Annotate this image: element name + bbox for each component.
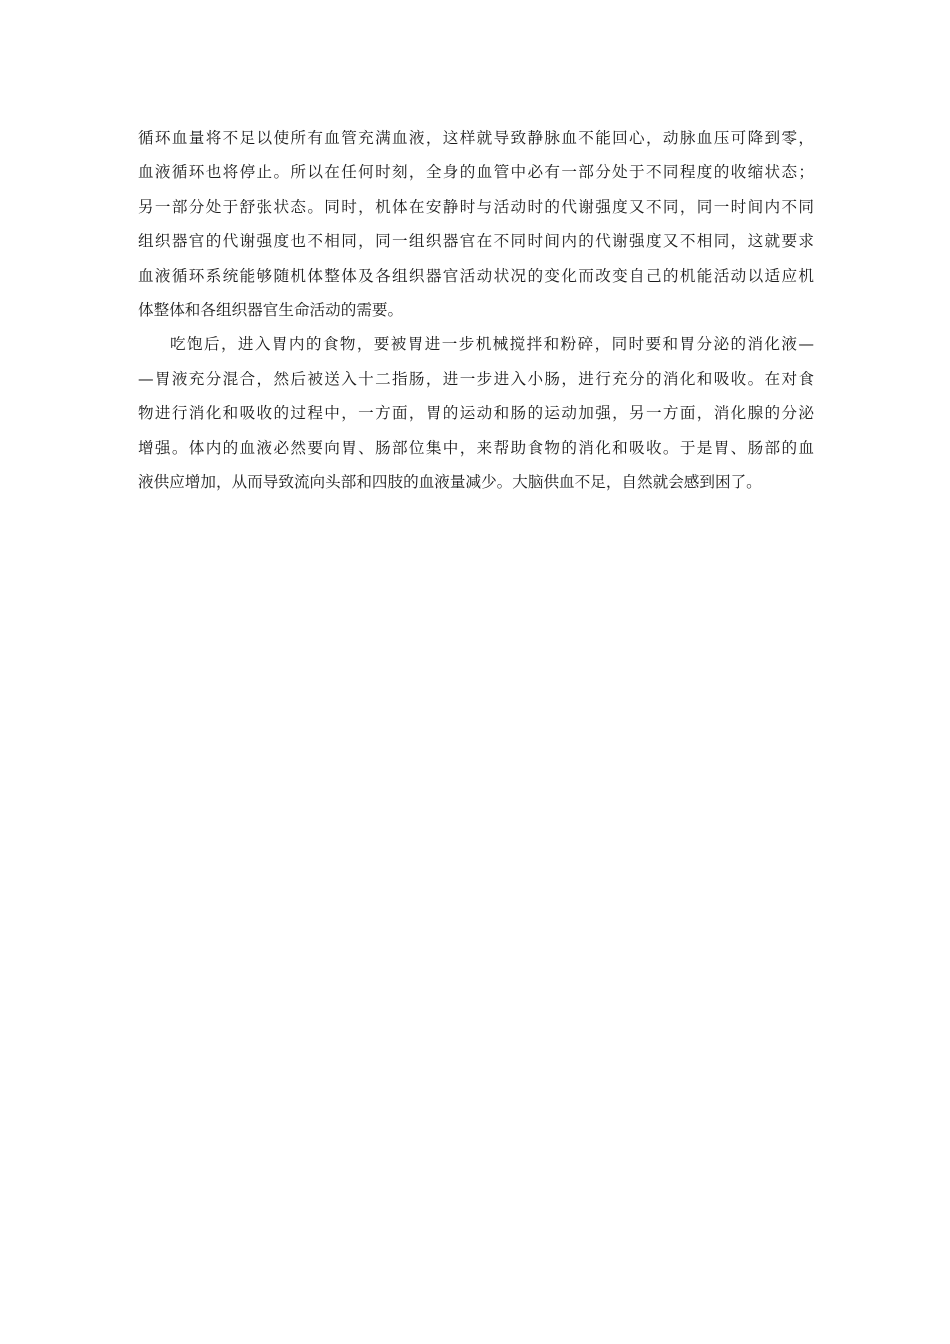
paragraph-line: 循环血量将不足以使所有血管充满血液，这样就导致静脉血不能回心，动脉血压可降到零， — [138, 129, 814, 147]
paragraph-2 — [138, 327, 814, 499]
paragraph-line: 血液循环也将停止。所以在任何时刻，全身的血管中必有一部分处于不同程度的收缩状态； — [138, 163, 814, 182]
paragraph-line: 另一部分处于舒张状态。同时，机体在安静时与活动时的代谢强度又不同，同一时间内不同 — [138, 197, 814, 216]
paragraph-line: 组织器官的代谢强度也不相同，同一组织器官在不同时间内的代谢强度又不相同，这就要求 — [138, 232, 814, 251]
paragraph-line: 体整体和各组织器官生命活动的需要。 — [138, 300, 404, 319]
paragraph-line: 液供应增加，从而导致流向头部和四肢的血液量减少。大脑供血不足，自然就会感到困了。 — [138, 472, 762, 491]
paragraph-line: 物进行消化和吸收的过程中，一方面，胃的运动和肠的运动加强，另一方面，消化腺的分泌 — [138, 404, 814, 423]
paragraph-line: —胃液充分混合，然后被送入十二指肠，进一步进入小肠，进行充分的消化和吸收。在对食 — [138, 369, 814, 388]
paragraph-1 — [138, 121, 814, 327]
paragraph-line: 吃饱后，进入胃内的食物，要被胃进一步机械搅拌和粉碎，同时要和胃分泌的消化液— — [170, 335, 814, 354]
paragraph-line: 血液循环系统能够随机体整体及各组织器官活动状况的变化而改变自己的机能活动以适应机 — [138, 266, 814, 285]
paragraph-line: 增强。体内的血液必然要向胃、肠部位集中，来帮助食物的消化和吸收。于是胃、肠部的血 — [138, 438, 814, 457]
document-body — [138, 121, 814, 499]
